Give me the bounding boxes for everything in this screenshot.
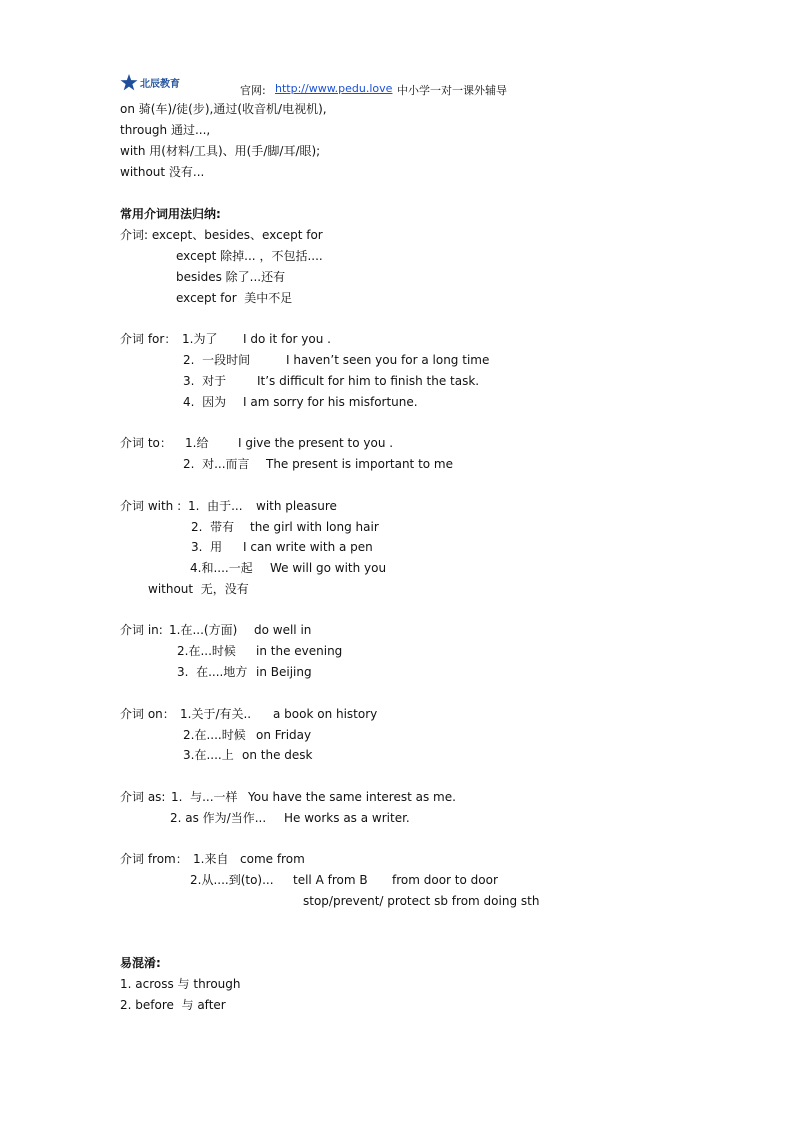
usage-meaning: 2. 一段时间 [183, 353, 251, 367]
confuse-item: 2. before 与 after [120, 998, 226, 1012]
usage-example: I am sorry for his misfortune. [243, 395, 418, 409]
usage-meaning: 2. 带有 [191, 520, 235, 534]
without-line: without 无，没有 [148, 582, 249, 596]
section-title: 常用介词用法归纳: [120, 207, 221, 221]
usage-meaning: 2. 对...而言 [183, 457, 250, 471]
star-icon [120, 74, 138, 91]
except-heading: 介词: except、besides、except for [120, 228, 323, 242]
usage-example: come from [240, 852, 305, 866]
logo-text: 北辰教育 [140, 79, 180, 90]
page-header [120, 74, 680, 96]
usage-meaning: 2. as 作为/当作... [170, 811, 267, 825]
usage-meaning: 1.为了 [182, 332, 218, 346]
intro-line: with 用(材料/工具)、用(手/脚/耳/眼); [120, 144, 321, 158]
usage-example: I give the present to you . [238, 436, 394, 450]
confuse-title: 易混淆: [120, 956, 161, 970]
usage-example: tell A from B [293, 873, 368, 887]
site-label: 官网: [240, 84, 266, 97]
usage-meaning: 3. 用 [191, 540, 223, 554]
intro-line: without 没有... [120, 165, 205, 179]
from-heading: 介词 from： [120, 852, 188, 866]
as-heading: 介词 as: [120, 790, 166, 804]
usage-example: on Friday [256, 728, 312, 742]
usage-example: with pleasure [256, 499, 337, 513]
except-for-line: except for 美中不足 [176, 291, 293, 305]
tagline: 中小学一对一课外辅导 [397, 84, 507, 97]
except-line: except 除掉... ，不包括.... [176, 249, 323, 263]
usage-example: I can write with a pen [243, 540, 373, 554]
usage-example: I haven’t seen you for a long time [286, 353, 490, 367]
usage-example: I do it for you . [243, 332, 331, 346]
usage-example: on the desk [242, 748, 313, 762]
usage-example: He works as a writer. [284, 811, 410, 825]
usage-meaning: 2.从....到(to)... [190, 873, 274, 887]
on-heading: 介词 on： [120, 707, 175, 721]
usage-example: a book on history [273, 707, 378, 721]
usage-example: It’s difficult for him to finish the task. [257, 374, 480, 388]
usage-meaning: 1.来自 [193, 852, 229, 866]
logo [120, 74, 180, 91]
usage-meaning: 1.关于/有关.. [180, 707, 252, 721]
to-heading: 介词 to： [120, 436, 172, 450]
usage-meaning: 3. 对于 [183, 374, 227, 388]
usage-meaning: 3.在....上 [183, 748, 234, 762]
usage-example: We will go with you [270, 561, 387, 575]
site-link[interactable]: http://www.pedu.love [275, 82, 393, 95]
usage-meaning: 1.给 [185, 436, 209, 450]
usage-meaning: 1. 由于... [188, 499, 243, 513]
usage-meaning: 1. 与...一样 [171, 790, 238, 804]
intro-line: on 骑(车)/徒(步),通过(收音机/电视机), [120, 102, 327, 116]
besides-line: besides 除了...还有 [176, 270, 286, 284]
confuse-item: 1. across 与 through [120, 977, 241, 991]
usage-meaning: 3. 在....地方 [177, 665, 248, 679]
usage-example: do well in [254, 623, 312, 637]
intro-line: through 通过..., [120, 123, 211, 137]
usage-example: You have the same interest as me. [248, 790, 456, 804]
usage-meaning: 1.在...(方面) [169, 623, 238, 637]
in-heading: 介词 in: [120, 623, 163, 637]
usage-example: stop/prevent/ protect sb from doing sth [303, 894, 540, 908]
usage-example: The present is important to me [266, 457, 453, 471]
usage-example: in Beijing [256, 665, 312, 679]
usage-meaning: 4. 因为 [183, 395, 227, 409]
with-heading: 介词 with : [120, 499, 182, 513]
usage-meaning: 2.在....时候 [183, 728, 246, 742]
usage-meaning: 2.在...时候 [177, 644, 236, 658]
usage-example: the girl with long hair [250, 520, 379, 534]
usage-example: in the evening [256, 644, 343, 658]
usage-meaning: 4.和....一起 [190, 561, 253, 575]
for-heading: 介词 for： [120, 332, 177, 346]
usage-example: from door to door [392, 873, 498, 887]
